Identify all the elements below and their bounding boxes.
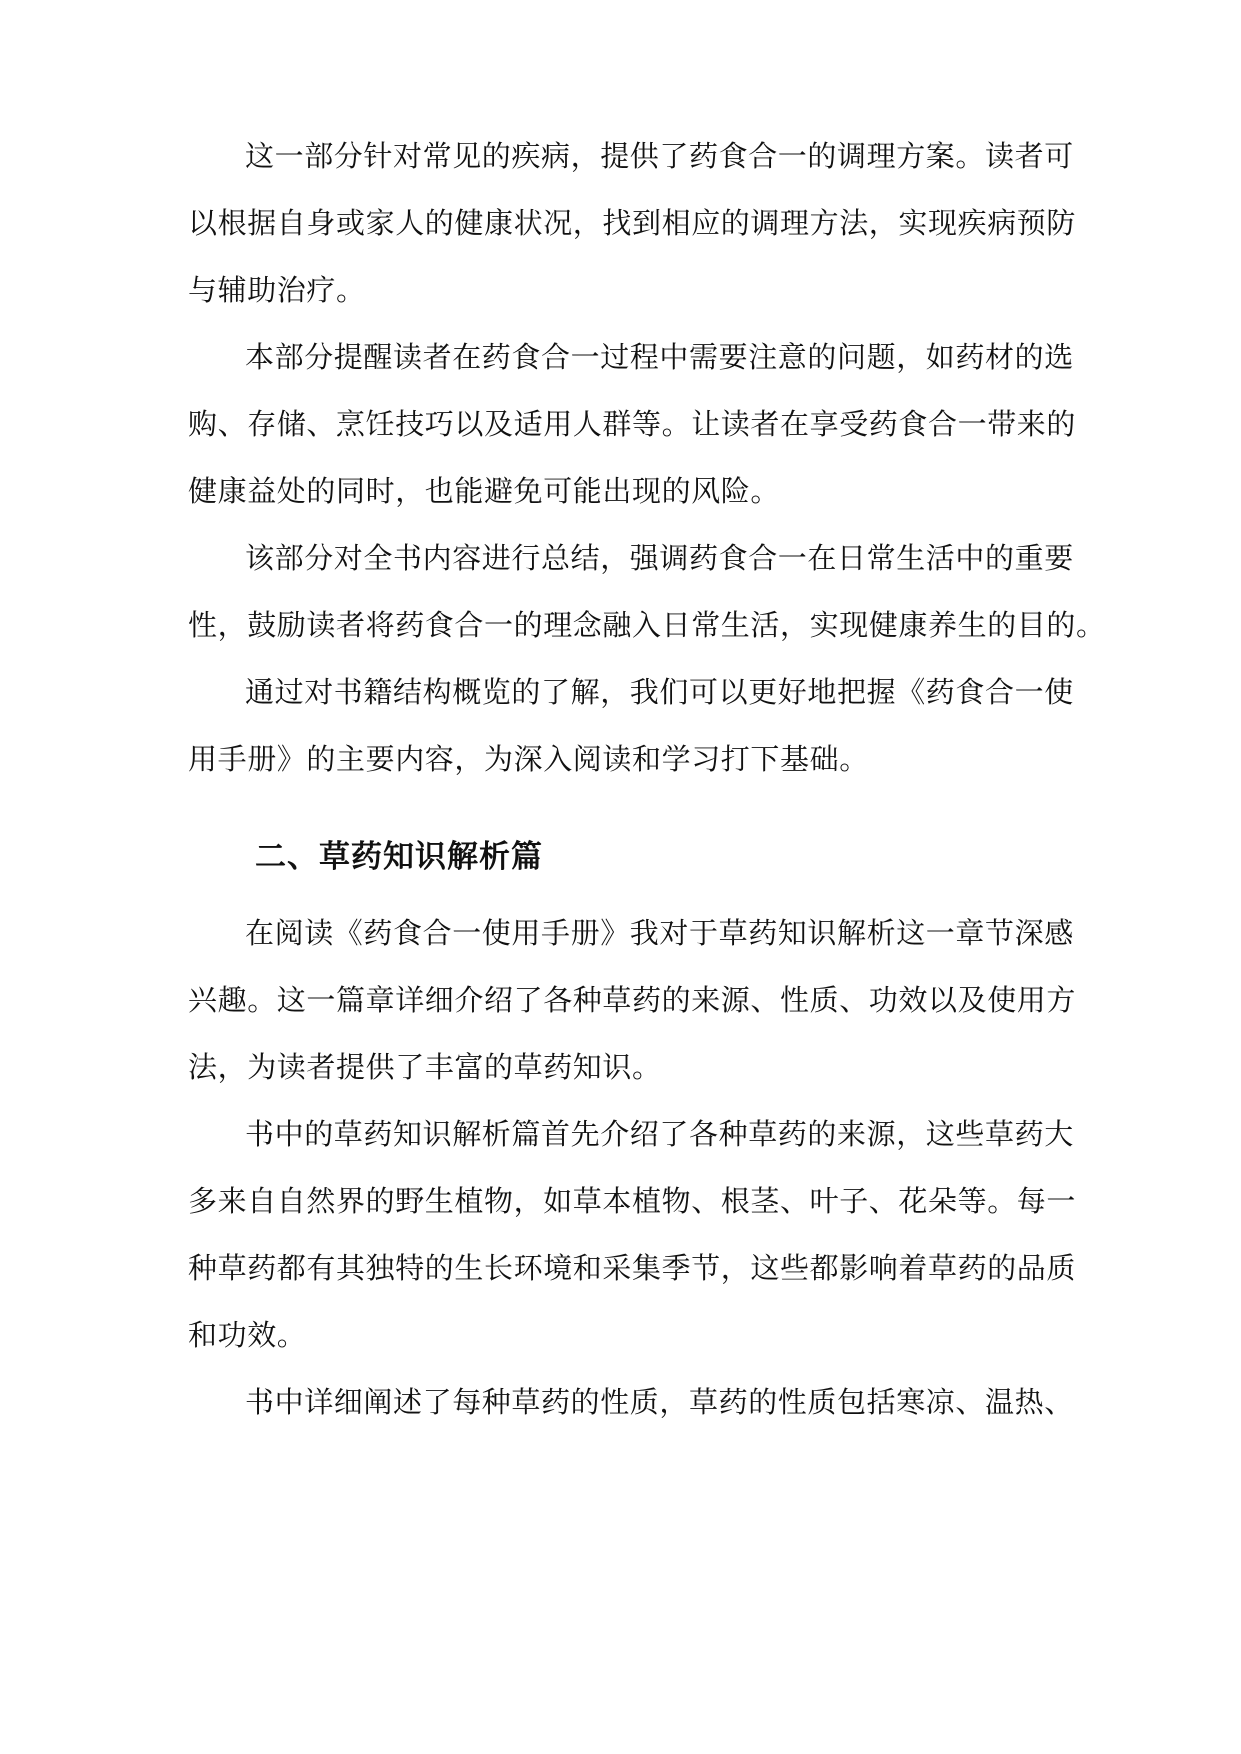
paragraph-line: 购、存储、烹饪技巧以及适用人群等。让读者在享受药食合一带来的 xyxy=(188,407,1077,441)
paragraph-line: 本部分提醒读者在药食合一过程中需要注意的问题，如药材的选 xyxy=(245,340,1074,374)
paragraph-line: 该部分对全书内容进行总结，强调药食合一在日常生活中的重要 xyxy=(245,541,1074,575)
paragraph-line: 法，为读者提供了丰富的草药知识。 xyxy=(188,1050,662,1084)
paragraph-line: 健康益处的同时，也能避免可能出现的风险。 xyxy=(188,474,781,508)
paragraph-line: 和功效。 xyxy=(188,1318,307,1352)
paragraph-line: 以根据自身或家人的健康状况，找到相应的调理方法，实现疾病预防 xyxy=(188,206,1077,240)
section-heading: 二、草药知识解析篇 xyxy=(255,839,543,875)
paragraph-line: 用手册》的主要内容，为深入阅读和学习打下基础。 xyxy=(188,742,869,776)
paragraph-line: 种草药都有其独特的生长环境和采集季节，这些都影响着草药的品质 xyxy=(188,1251,1077,1285)
paragraph-line: 通过对书籍结构概览的了解，我们可以更好地把握《药食合一使 xyxy=(245,675,1074,709)
paragraph-line: 这一部分针对常见的疾病，提供了药食合一的调理方案。读者可 xyxy=(245,139,1074,173)
paragraph-line: 性，鼓励读者将药食合一的理念融入日常生活，实现健康养生的目的。 xyxy=(188,608,1106,642)
paragraph-line: 与辅助治疗。 xyxy=(188,273,366,307)
paragraph-line: 在阅读《药食合一使用手册》我对于草药知识解析这一章节深感 xyxy=(245,916,1074,950)
paragraph-line: 兴趣。这一篇章详细介绍了各种草药的来源、性质、功效以及使用方 xyxy=(188,983,1077,1017)
paragraph-line: 书中的草药知识解析篇首先介绍了各种草药的来源，这些草药大 xyxy=(245,1117,1074,1151)
paragraph-line: 书中详细阐述了每种草药的性质，草药的性质包括寒凉、温热、 xyxy=(245,1385,1074,1419)
paragraph-line: 多来自自然界的野生植物，如草本植物、根茎、叶子、花朵等。每一 xyxy=(188,1184,1077,1218)
